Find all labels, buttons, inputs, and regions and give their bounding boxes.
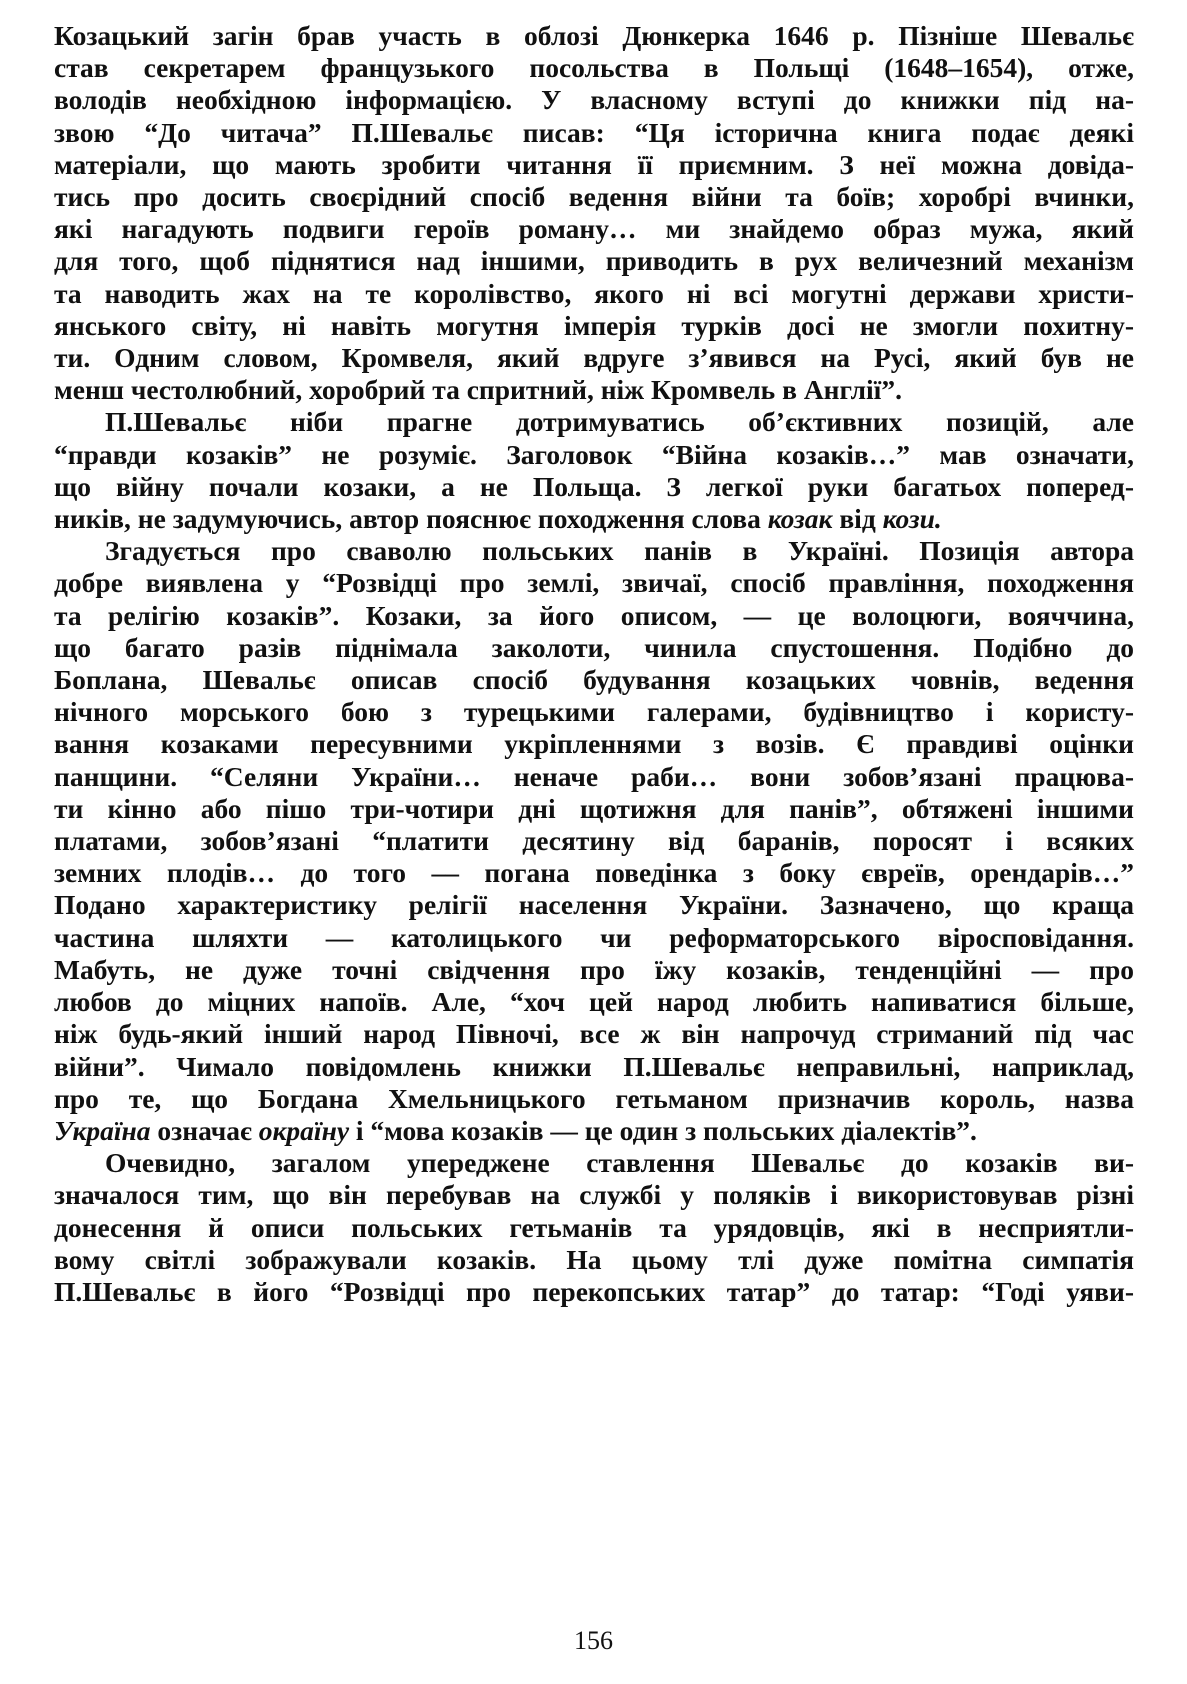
text-run: менш честолюбний, хоробрий та спритний, ніж Кромвель в Англії”. <box>54 374 902 406</box>
text-run: Козацький загін брав участь в облозі Дюнкерка 1646 р. Пізніше Шевальє <box>54 20 1134 51</box>
text-run: частина шляхти — католицького чи реформаторського віросповідання. <box>54 921 1134 953</box>
text-run: про те, що Богдана Хмельницького гетьманом призначив король, назва <box>54 1082 1134 1114</box>
text-line <box>54 664 1134 696</box>
text-line <box>54 954 1134 986</box>
paragraph <box>54 406 1134 535</box>
text-line <box>54 1051 1134 1083</box>
text-run: звою “До читача” П.Шевальє писав: “Ця історична книга подає деякі <box>54 116 1134 148</box>
text-line <box>54 793 1134 825</box>
italic-text: кози. <box>882 503 942 535</box>
text-line <box>54 1276 1134 1308</box>
text-run: вому світлі зображували козаків. На цьому тлі дуже помітна симпатія <box>54 1243 1134 1275</box>
page-number: 156 <box>574 1626 613 1655</box>
text-run: платами, зобов’язані “платити десятину від баранів, поросят і всяких <box>54 825 1134 857</box>
text-run: Очевидно, загалом упереджене ставлення Шевальє до козаків ви- <box>105 1147 1134 1179</box>
text-run: Згадується про сваволю польських панів в Україні. Позиція автора <box>105 535 1134 567</box>
paragraph <box>54 535 1134 1147</box>
text-run: володів необхідною інформацією. У власному вступі до книжки під на- <box>54 84 1134 116</box>
text-run: ти. Одним словом, Кромвеля, який вдруге з’явився на Русі, який був не <box>54 342 1134 374</box>
text-line <box>54 889 1134 921</box>
text-line <box>54 922 1134 954</box>
text-run: панщини. “Селяни України… неначе раби… вони зобов’язані працюва- <box>54 760 1134 792</box>
text-line <box>54 471 1134 503</box>
text-line <box>54 149 1134 181</box>
text-line <box>54 406 1134 438</box>
text-line <box>54 213 1134 245</box>
text-line <box>54 84 1134 116</box>
text-run: війни”. Чимало повідомлень книжки П.Шевальє неправильні, наприклад, <box>54 1050 1134 1082</box>
text-line <box>54 632 1134 664</box>
text-line <box>54 567 1134 599</box>
text-run: і “мова козаків — це один з польських діалектів”. <box>349 1114 977 1146</box>
text-line <box>54 245 1134 277</box>
text-run: Мабуть, не дуже точні свідчення про їжу козаків, тенденційні — про <box>54 953 1134 985</box>
paragraph <box>54 20 1134 406</box>
text-run: ти кінно або пішо три-чотири дні щотижня для панів”, обтяжені іншими <box>54 792 1134 824</box>
text-run: матеріали, що мають зробити читання її приємним. З неї можна довіда- <box>54 148 1134 180</box>
text-line <box>54 310 1134 342</box>
text-line <box>54 1115 1134 1147</box>
text-run: Подано характеристику релігії населення України. Зазначено, що краща <box>54 889 1134 921</box>
text-run: любов до міцних напоїв. Але, “хоч цей народ любить напиватися більше, <box>54 986 1134 1018</box>
text-run: тись про досить своєрідний спосіб ведення війни та боїв; хоробрі вчинки, <box>54 181 1134 213</box>
text-run: добре виявлена у “Розвідці про землі, звичаї, спосіб правління, походження <box>54 567 1134 599</box>
text-line <box>54 535 1134 567</box>
text-run: донесення й описи польських гетьманів та урядовців, які в несприятли- <box>54 1211 1134 1243</box>
text-line <box>54 181 1134 213</box>
text-run: П.Шевальє в його “Розвідці про перекопських татар” до татар: “Годі уяви- <box>54 1275 1134 1307</box>
text-run: що багато разів піднімала заколоти, чинила спустошення. Подібно до <box>54 631 1134 663</box>
text-run: від <box>832 503 883 535</box>
text-line <box>54 20 1134 52</box>
text-line <box>54 600 1134 632</box>
text-run: ніж будь-який інший народ Півночі, все ж він напрочуд стриманий під час <box>54 1018 1134 1050</box>
paragraph <box>54 1147 1134 1308</box>
text-run: земних плодів… до того –– погана поведінка з боку євреїв, орендарів…” <box>54 857 1134 889</box>
italic-text: козак <box>767 503 833 535</box>
text-line <box>54 1018 1134 1050</box>
text-line <box>54 374 1134 406</box>
text-line <box>54 857 1134 889</box>
text-line <box>54 278 1134 310</box>
body-text <box>54 20 1134 1308</box>
italic-text: Україна <box>54 1114 151 1146</box>
text-run: “правди козаків” не розуміє. Заголовок “Війна козаків…” мав означати, <box>54 438 1134 470</box>
text-line <box>54 728 1134 760</box>
text-line <box>54 1083 1134 1115</box>
text-line <box>54 52 1134 84</box>
text-run: та релігію козаків”. Козаки, за його описом, — це волоцюги, вояччина, <box>54 599 1134 631</box>
italic-text: окраїну <box>258 1114 350 1146</box>
text-line <box>54 1244 1134 1276</box>
text-run: янського світу, ні навіть могутня імперія турків досі не змогли похитну- <box>54 309 1134 341</box>
text-run: значалося тим, що він перебував на службі у поляків і використовував різні <box>54 1179 1134 1211</box>
text-line <box>54 342 1134 374</box>
text-run: означає <box>150 1114 259 1146</box>
text-run: вання козаками пересувними укріпленнями з возів. Є правдиві оцінки <box>54 728 1134 760</box>
text-run: та наводить жах на те королівство, якого ні всі могутні держави христи- <box>54 277 1134 309</box>
text-run: П.Шевальє ніби прагне дотримуватись об’єктивних позицій, але <box>105 406 1134 438</box>
text-run: ників, не задумуючись, автор пояснює походження слова <box>54 503 768 535</box>
text-line <box>54 439 1134 471</box>
text-line <box>54 825 1134 857</box>
text-line <box>54 986 1134 1018</box>
text-line <box>54 503 1134 535</box>
text-run: Боплана, Шевальє описав спосіб будування козацьких човнів, ведення <box>54 664 1134 696</box>
text-line <box>54 1179 1134 1211</box>
text-line <box>54 761 1134 793</box>
text-run: став секретарем французького посольства в Польщі (1648–1654), отже, <box>54 52 1134 84</box>
text-line <box>54 1147 1134 1179</box>
text-line <box>54 1212 1134 1244</box>
text-run: нічного морського бою з турецькими галерами, будівництво і користу- <box>54 696 1134 728</box>
text-run: для того, щоб піднятися над іншими, приводить в рух величезний механізм <box>54 245 1134 277</box>
text-line <box>54 696 1134 728</box>
text-run: що війну почали козаки, а не Польща. З легкої руки багатьох поперед- <box>54 470 1134 502</box>
text-run: які нагадують подвиги героїв роману… ми знайдемо образ мужа, який <box>54 213 1134 245</box>
text-line <box>54 117 1134 149</box>
